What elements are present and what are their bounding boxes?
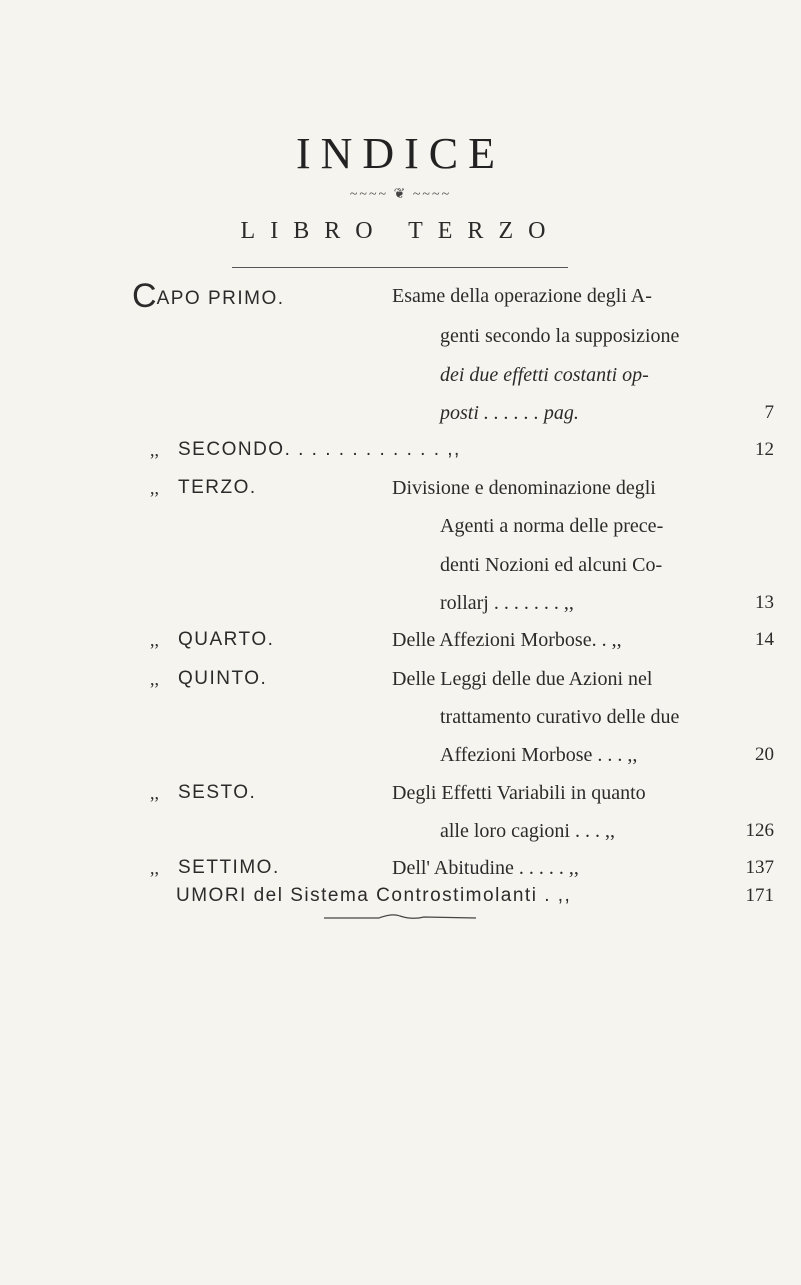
page-number: 7	[764, 402, 774, 423]
toc-entry-quinto	[0, 659, 801, 699]
entry-label: TERZO.	[178, 477, 257, 498]
entry-desc-line: trattamento curativo delle due	[440, 706, 680, 728]
page-number: 137	[745, 857, 774, 878]
entry-desc-line: Delle Affezioni Morbose. . ,,	[392, 629, 622, 651]
toc-entry-line	[0, 583, 801, 623]
entry-label: QUARTO.	[178, 629, 275, 650]
entry-label: CAPO PRIMO.	[132, 277, 285, 315]
ditto-mark: ,,	[150, 478, 159, 498]
toc-entry-line	[0, 735, 801, 775]
page-number: 20	[755, 744, 774, 765]
title-rule	[232, 267, 568, 268]
page-number: 12	[755, 439, 774, 460]
toc-entry-line	[0, 355, 801, 395]
toc-entry-terzo	[0, 468, 801, 508]
entry-desc-line: Degli Effetti Variabili in quanto	[392, 782, 646, 804]
toc-entry-umori	[0, 876, 801, 916]
entry-desc-line: rollarj . . . . . . . ,,	[440, 592, 574, 614]
entry-desc-line: alle loro cagioni . . . ,,	[440, 820, 615, 842]
toc-entry-primo	[0, 276, 801, 316]
toc-entry-sesto	[0, 773, 801, 813]
entry-label: SESTO.	[178, 782, 257, 803]
ditto-mark: ,,	[150, 669, 159, 689]
page-number: 13	[755, 592, 774, 613]
entry-desc-line: Affezioni Morbose . . . ,,	[440, 744, 638, 766]
toc-entry-line	[0, 545, 801, 585]
page-number: 171	[745, 885, 774, 906]
entry-desc-line: posti . . . . . . pag.	[440, 402, 579, 424]
page-number: 14	[755, 629, 774, 650]
closing-flourish	[324, 913, 476, 921]
toc-entry-line	[0, 506, 801, 546]
ornament-divider: ~~~~ ❦ ~~~~	[349, 187, 452, 202]
page-number: 126	[745, 820, 774, 841]
toc-entry-secondo	[0, 430, 801, 470]
toc-entry-line	[0, 697, 801, 737]
entry-desc-line: dei due effetti costanti op-	[440, 364, 649, 386]
ditto-mark: ,,	[150, 630, 159, 650]
toc-entry-line	[0, 393, 801, 433]
entry-desc-line: Dell' Abitudine . . . . . ,,	[392, 857, 579, 879]
entry-label: SECONDO. . . . . . . . . . . . ,,	[178, 439, 461, 460]
index-title: INDICE	[295, 129, 506, 178]
entry-desc-line: Divisione e denominazione degli	[392, 477, 656, 499]
toc-entry-line	[0, 316, 801, 356]
entry-label: UMORI del Sistema Controstimolanti . ,,	[176, 885, 572, 906]
entry-desc-line: Esame della operazione degli A-	[392, 285, 652, 307]
entry-desc-line: genti secondo la supposizione	[440, 325, 680, 347]
book-subtitle: LIBRO TERZO	[240, 218, 561, 244]
ditto-mark: ,,	[150, 783, 159, 803]
entry-label: QUINTO.	[178, 668, 268, 689]
ditto-mark: ,,	[150, 858, 159, 878]
entry-label: SETTIMO.	[178, 857, 280, 878]
ditto-mark: ,,	[150, 440, 159, 460]
entry-desc-line: Agenti a norma delle prece-	[440, 515, 664, 537]
entry-desc-line: denti Nozioni ed alcuni Co-	[440, 554, 663, 576]
toc-entry-line	[0, 811, 801, 851]
entry-desc-line: Delle Leggi delle due Azioni nel	[392, 668, 653, 690]
toc-entry-quarto	[0, 620, 801, 660]
